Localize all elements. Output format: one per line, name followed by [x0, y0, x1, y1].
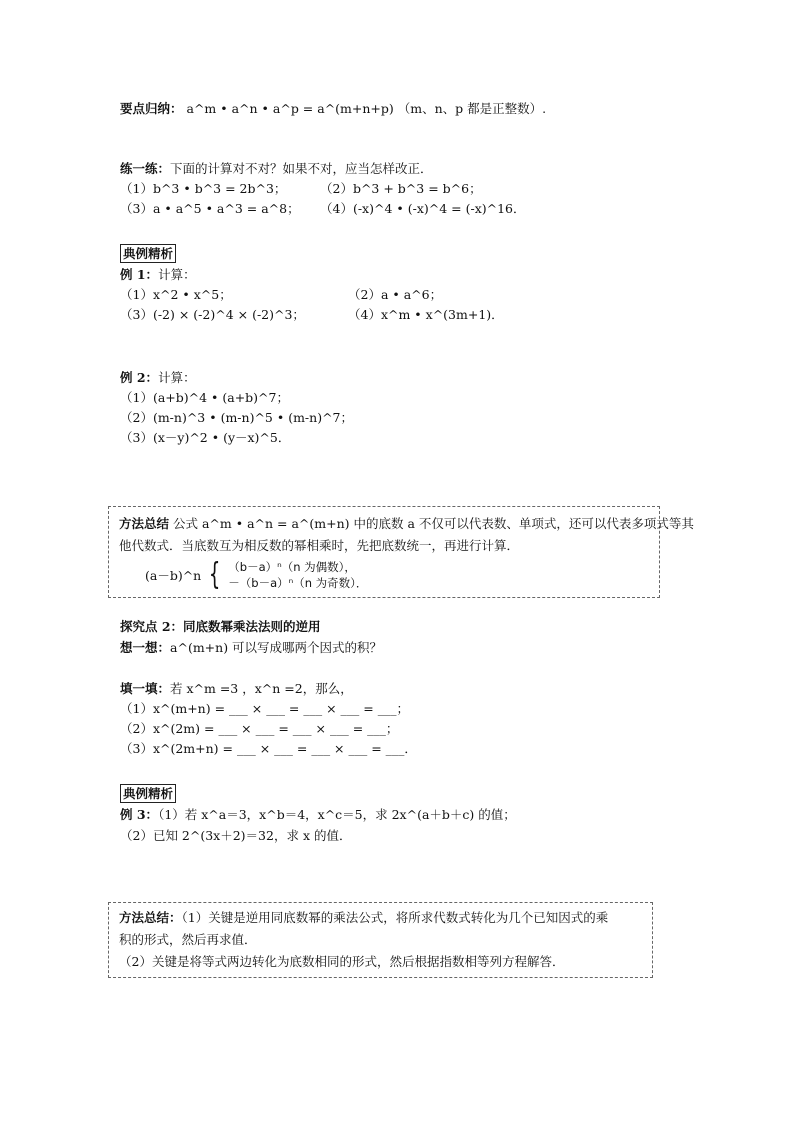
example-1-item: （3）(-2) × (-2)^4 × (-2)^3；: [120, 307, 305, 322]
example-3-line-2: （2）已知 2^(3x＋2)＝32，求 x 的值．: [120, 828, 352, 843]
think-text: a^(m+n) 可以写成哪两个因式的积？: [170, 640, 383, 655]
example-tag: 典例精析: [120, 244, 176, 263]
case-even: （b－a）ⁿ（n 为偶数），: [228, 560, 356, 574]
example-1-item: （1）x^2 • x^5；: [120, 287, 232, 302]
practice-row: [120, 199, 680, 219]
case-odd: －（b－a）ⁿ（n 为奇数）．: [228, 576, 368, 590]
practice-section: [120, 158, 680, 219]
method-summary-label: 方法总结: [119, 516, 170, 531]
key-points-formula: a^m • a^n • a^p = a^(m+n+p): [186, 101, 394, 116]
fill-in-label: 填一填：: [120, 681, 171, 696]
fill-in-item: （1）x^(m+n) = ___ × ___ = ___ × ___ = ___；: [120, 701, 409, 716]
practice-text: 下面的计算对不对？如果不对，应当怎样改正．: [170, 161, 433, 176]
fill-in-item: （2）x^(2m) = ___ × ___ = ___ × ___ = ___；: [120, 721, 399, 736]
method-summary-text-b: 他代数式．当底数互为相反数的幂相乘时，先把底数统一，再进行计算．: [119, 538, 520, 553]
method-summary-text-a: 公式 a^m • a^n = a^(m+n) 中的底数 a 不仅可以代表数、单项式，还可以代表多项式等其: [173, 516, 694, 531]
example-1-item: （4）x^m • x^(3m+1)．: [348, 307, 504, 322]
example-1-text: 计算：: [158, 267, 196, 282]
think-label: 想一想：: [120, 640, 171, 655]
example-2-text: 计算：: [158, 370, 196, 385]
example-1: [120, 264, 680, 325]
example-1-label: 例 1：: [120, 267, 159, 282]
piecewise-formula: [145, 559, 367, 591]
method-summary-box-2: [108, 902, 653, 978]
practice-label: 练一练：: [120, 161, 171, 176]
method-summary-2-line-2: 积的形式，然后再求值．: [119, 932, 257, 947]
example-tag: 典例精析: [120, 784, 176, 803]
practice-item: （2）b^3 + b^3 = b^6；: [320, 181, 482, 196]
method-summary-2-label: 方法总结：: [119, 910, 182, 925]
practice-item: （4）(-x)^4 • (-x)^4 = (-x)^16．: [320, 201, 526, 216]
fill-in-item: （3）x^(2m+n) = ___ × ___ = ___ × ___ = ___．: [120, 741, 417, 756]
example-3: [120, 804, 516, 846]
exploration-section: [120, 616, 382, 658]
piecewise-lhs: (a－b)^n: [145, 568, 202, 583]
method-summary-box-1: [108, 506, 694, 598]
example-3-line-1: （1）若 x^a＝3，x^b＝4，x^c＝5，求 2x^(a＋b＋c) 的值；: [158, 807, 516, 822]
key-points-label: 要点归纳：: [120, 101, 183, 116]
example-2-item: （1）(a+b)^4 • (a+b)^7；: [120, 390, 289, 405]
key-points-note: （m、n、p 都是正整数）.: [397, 101, 547, 116]
example-1-item: （2）a • a^6；: [348, 287, 443, 302]
fill-in-section: [120, 678, 417, 759]
method-summary-2-line-3: （2）关键是将等式两边转化为底数相同的形式，然后根据指数相等列方程解答．: [119, 954, 565, 969]
example-2: [120, 367, 680, 448]
fill-in-text: 若 x^m =3 ，x^n =2，那么，: [170, 681, 353, 696]
practice-item: （3）a • a^5 • a^3 = a^8；: [120, 201, 300, 216]
example-1-row: [120, 285, 680, 305]
example-2-label: 例 2：: [120, 370, 159, 385]
method-summary-2-line-1: （1）关键是逆用同底数幂的乘法公式，将所求代数式转化为几个已知因式的乘: [181, 910, 609, 925]
exploration-title: 探究点 2：同底数幂乘法法则的逆用: [120, 619, 321, 634]
example-2-item: （3）(x－y)^2 • (y－x)^5．: [120, 430, 291, 445]
brace-icon: {: [209, 557, 221, 592]
practice-item: （1）b^3 • b^3 = 2b^3；: [120, 181, 287, 196]
example-2-item: （2）(m-n)^3 • (m-n)^5 • (m-n)^7；: [120, 410, 354, 425]
key-points-section: [120, 98, 546, 119]
example-3-label: 例 3：: [120, 807, 159, 822]
example-1-row: [120, 305, 680, 325]
practice-row: [120, 179, 680, 199]
